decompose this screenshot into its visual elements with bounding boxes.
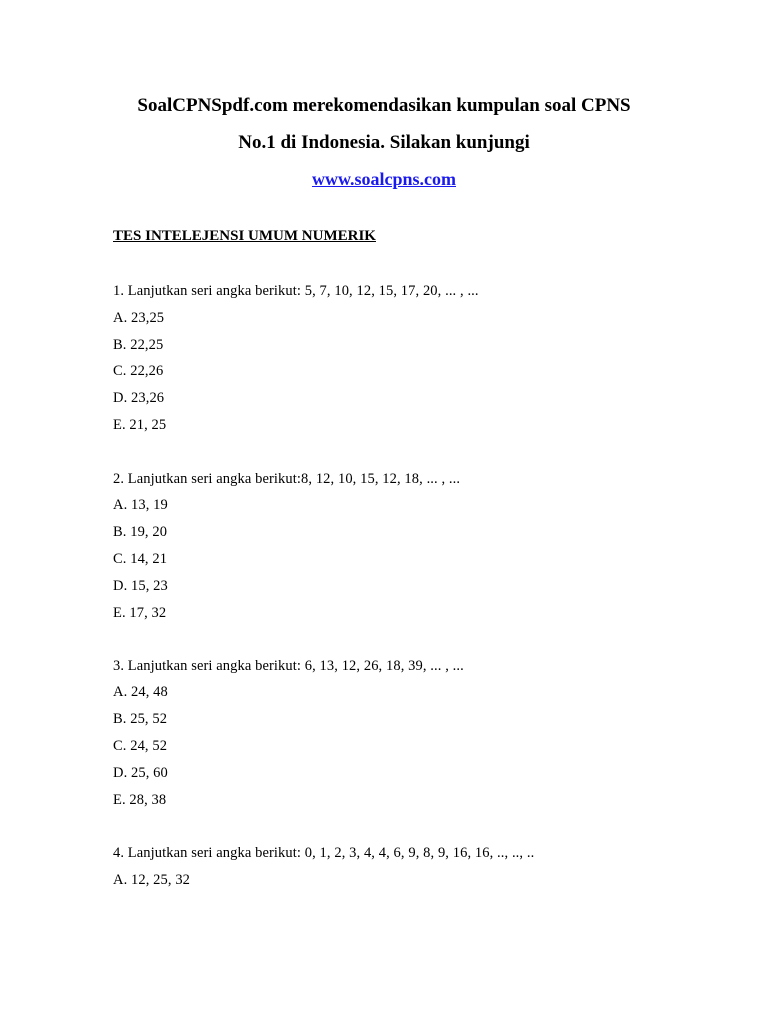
question-3-option-b: B. 25, 52 [113,711,168,727]
question-4-option-a: A. 12, 25, 32 [113,872,191,888]
question-2-option-b: B. 19, 20 [113,524,168,540]
header-line-1: SoalCPNSpdf.com merekomendasikan kumpulan soal CPNS [137,95,631,116]
question-1-option-d: D. 23,26 [113,390,165,406]
website-link[interactable]: www.soalcpns.com [311,169,456,189]
question-3-option-a: A. 24, 48 [113,684,168,700]
question-2-option-e: E. 17, 32 [113,605,167,621]
question-3-option-d: D. 25, 60 [113,765,168,781]
section-title: TES INTELEJENSI UMUM NUMERIK [113,228,376,244]
question-2-option-c: C. 14, 21 [113,551,168,567]
question-4: 4. Lanjutkan seri angka berikut: 0, 1, 2, 3, 4, 4, 6, 9, 8, 9, 16, 16, .., .., .. [113,845,535,861]
question-2: 2. Lanjutkan seri angka berikut:8, 12, 10, 15, 12, 18, ... , ... [113,471,461,487]
question-3-option-c: C. 24, 52 [113,738,168,754]
question-3: 3. Lanjutkan seri angka berikut: 6, 13, 12, 26, 18, 39, ... , ... [113,658,464,674]
question-3-option-e: E. 28, 38 [113,792,167,808]
header-line-2: No.1 di Indonesia. Silakan kunjungi [238,132,530,153]
question-2-option-d: D. 15, 23 [113,578,168,594]
question-1-option-b: B. 22,25 [113,337,164,353]
question-1-option-c: C. 22,26 [113,363,164,379]
question-1: 1. Lanjutkan seri angka berikut: 5, 7, 10, 12, 15, 17, 20, ... , ... [113,283,479,299]
question-2-option-a: A. 13, 19 [113,497,168,513]
question-1-option-e: E. 21, 25 [113,417,167,433]
question-1-option-a: A. 23,25 [113,310,165,326]
